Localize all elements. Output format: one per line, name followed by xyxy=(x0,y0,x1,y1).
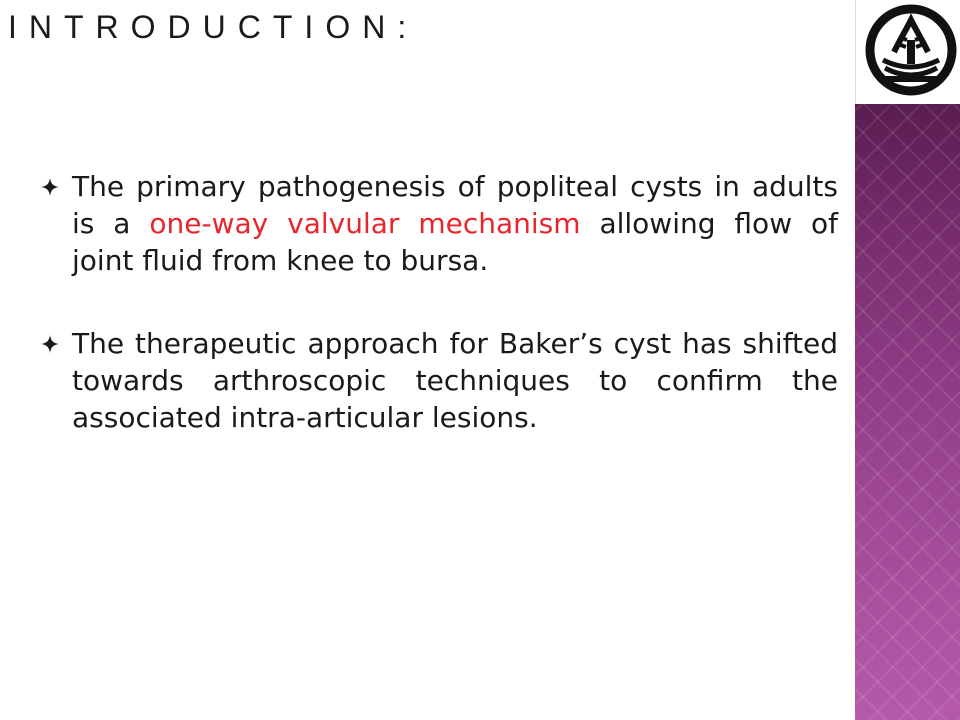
bullet-item xyxy=(36,168,838,279)
slide-body xyxy=(36,168,838,436)
bullet-text: The primary pathogenesis of popliteal cysts in adults is a xyxy=(72,170,838,240)
bullet-item xyxy=(36,325,838,436)
highlighted-text: one-way valvular mechanism xyxy=(149,207,581,240)
slide-title: INTRODUCTION: xyxy=(8,9,419,45)
decorative-side-band xyxy=(855,104,960,720)
diamond-bullet-icon xyxy=(38,175,62,199)
diamond-bullet-icon xyxy=(38,332,62,356)
logo-panel xyxy=(855,0,960,104)
wheat-emblem-logo xyxy=(861,0,960,100)
bullet-text: The therapeutic approach for Baker’s cyst has shifted towards arthroscopic techniques to confirm the associated intra-articular lesions. xyxy=(72,327,838,434)
bullet-text: allowing flow of joint fluid from knee to bursa. xyxy=(72,207,839,277)
